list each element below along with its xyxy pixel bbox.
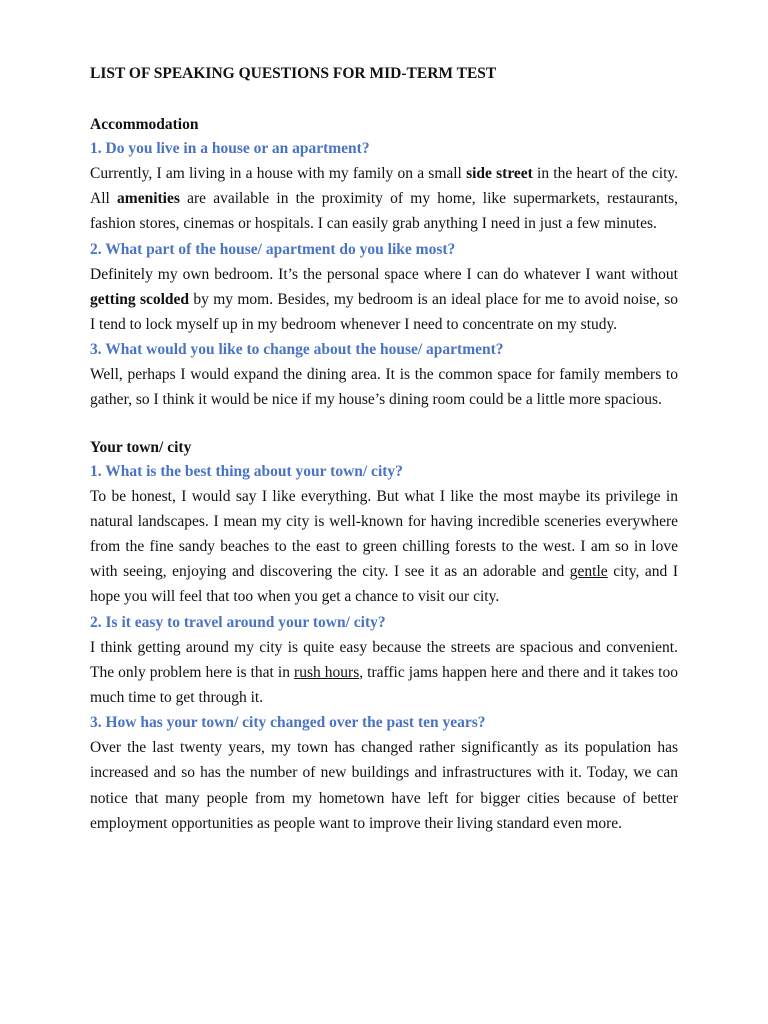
underlined-term: rush hours [294, 663, 360, 681]
underlined-term: gentle [569, 563, 608, 581]
section [90, 114, 678, 413]
answer [90, 635, 678, 711]
section-title: Accommodation [90, 116, 199, 133]
bold-term: getting scolded [90, 290, 190, 308]
bold-term: side street [466, 165, 533, 182]
answer-text: Definitely my own bedroom. It’s the personal space where I can do whatever I want without [90, 265, 678, 283]
section-spacer [90, 413, 678, 437]
question: 3. How has your town/ city changed over the past ten years? [90, 714, 486, 732]
answer-text: Over the last twenty years, my town has changed rather significantly as its population has increased and so has the number of new buildings and infrastructures with it. Today, we can notice that many people from my hometown have left for bigger cities because of better employment opportunities as people want to improve their living standard even more. [90, 739, 678, 832]
answer [90, 362, 678, 412]
answer [90, 161, 678, 237]
answer [90, 262, 678, 338]
answer-text: by my mom. Besides, my bedroom is an ideal place for me to avoid noise, so I tend to lock myself up in my bedroom whenever I need to concentrate on my study. [90, 290, 678, 334]
question: 3. What would you like to change about the house/ apartment? [90, 341, 504, 359]
sections-container [90, 114, 678, 836]
question: 2. What part of the house/ apartment do you like most? [90, 240, 456, 258]
answer-text: Well, perhaps I would expand the dining area. It is the common space for family members to gather, so I think it would be nice if my house’s dining room could be a little more spacious. [90, 366, 678, 409]
answer-text: Currently, I am living in a house with my family on a small [90, 165, 467, 182]
section [90, 437, 678, 836]
answer-text: are available in the proximity of my home, like supermarkets, restaurants, fashion stores, cinemas or hospitals. I can easily grab anything I need in just a few minutes. [90, 190, 678, 233]
section-title: Your town/ city [90, 438, 192, 456]
document-title: LIST OF SPEAKING QUESTIONS FOR MID-TERM TEST [90, 65, 497, 82]
answer [90, 735, 678, 836]
answer-text: To be honest, I would say I like everything. But what I like the most maybe its privilege in natural landscapes. I mean my city is well-known for having incredible sceneries everywhere from the fine sandy beaches to the east to green chilling forests to the west. I am so in love with seeing, enjoying and discovering the city. I see it as an adorable and [90, 487, 678, 581]
question: 1. Do you live in a house or an apartment? [90, 140, 370, 157]
answer-text: in the heart of the city. All [90, 165, 678, 208]
bold-term: amenities [117, 190, 180, 208]
question: 1. What is the best thing about your town/ city? [90, 462, 403, 480]
answer-text: city, and I hope you will feel that too when you get a chance to visit our city. [90, 563, 679, 606]
answer-text: I think getting around my city is quite easy because the streets are spacious and convenient. The only problem here is that in [90, 638, 678, 681]
answer [90, 484, 678, 610]
question: 2. Is it easy to travel around your town/ city? [90, 613, 386, 631]
answer-text: , traffic jams happen here and there and it takes too much time to get through it. [90, 663, 678, 707]
